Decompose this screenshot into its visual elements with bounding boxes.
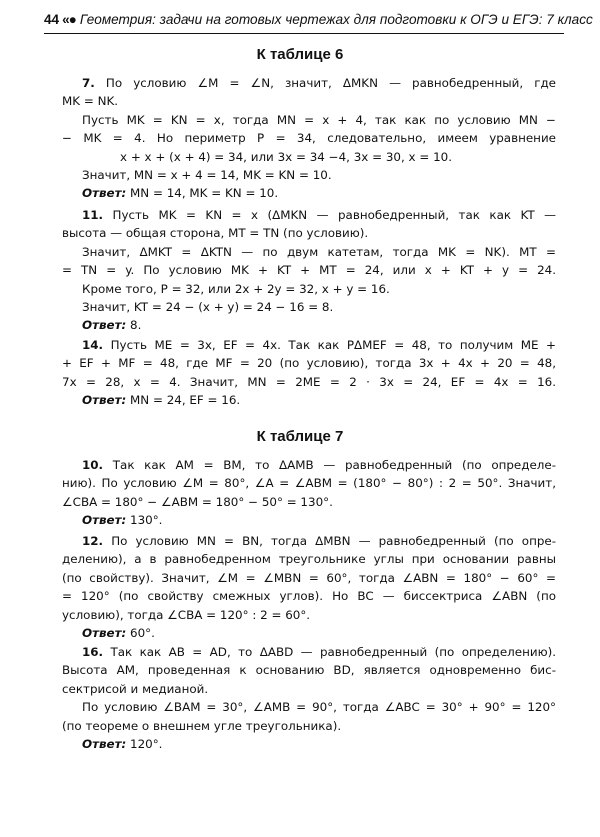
- problem-line: Значит, ΔMKT = ΔKTN — по двум катетам, тогда MK = NK). MT =: [82, 244, 556, 259]
- answer-label: Ответ:: [82, 186, 127, 201]
- answer-label: Ответ:: [82, 626, 127, 641]
- problem-11: [62, 206, 556, 335]
- problem-line: 7x = 28, x = 4. Значит, MN = 2ME = 2 · 3x = 24, EF = 4x = 16.: [62, 374, 556, 389]
- problem-number: 7.: [82, 76, 95, 90]
- chevron-mark-icon: «●: [62, 12, 76, 27]
- answer-line: [62, 624, 556, 642]
- problem-line: − MK = 4. Но периметр P = 34, следовательно, имеем уравнение: [62, 131, 556, 146]
- problem-number: 10.: [82, 458, 104, 472]
- section-title-table-6: К таблице 6: [256, 46, 344, 63]
- problem-16: [62, 643, 556, 753]
- problem-line: (по теореме о внешнем угле треугольника).: [62, 718, 342, 733]
- problem-line: = TN = y. По условию MK + KT + MT = 24, или x + KT + y = 24.: [62, 263, 556, 278]
- problem-line: Кроме того, P = 32, или 2x + 2y = 32, x + y = 16.: [82, 281, 390, 296]
- problem-number: 11.: [82, 208, 104, 222]
- answer-value: 60°.: [130, 626, 155, 641]
- problem-line: Значит, KT = 24 − (x + y) = 24 − 16 = 8.: [82, 300, 334, 315]
- answer-label: Ответ:: [82, 318, 127, 333]
- answer-label: Ответ:: [82, 513, 127, 528]
- problem-number: 16.: [82, 645, 104, 659]
- answer-line: [62, 511, 556, 529]
- problem-line: сектрисой и медианой.: [62, 681, 209, 696]
- problem-line: + EF + MF = 48, где MF = 20 (по условию), тогда 3x + 4x + 20 = 48,: [62, 356, 556, 371]
- problem-number: 12.: [82, 534, 104, 548]
- problem-7: [62, 74, 556, 203]
- problem-12: [62, 532, 556, 642]
- answer-value: MN = 14, MK = KN = 10.: [130, 186, 279, 201]
- answer-value: MN = 24, EF = 16.: [130, 393, 241, 408]
- problem-line: Значит, MN = x + 4 = 14, MK = KN = 10.: [82, 168, 332, 183]
- problem-line: 14. Пусть ME = 3x, EF = 4x. Так как PΔMEF = 48, то получим ME +: [82, 338, 556, 352]
- problem-line: MK = NK.: [62, 94, 119, 109]
- answer-line: [62, 316, 556, 334]
- problem-line: высота — общая сторона, MT = TN (по условию).: [62, 226, 369, 241]
- page-number: 44: [44, 12, 60, 27]
- problem-number: 14.: [82, 338, 104, 352]
- problem-line: 7. По условию ∠M = ∠N, значит, ΔMKN — равнобедренный, где: [82, 76, 556, 90]
- problem-line: По условию ∠BAM = 30°, ∠AMB = 90°, тогда ∠ABC = 30° + 90° = 120°: [82, 700, 556, 715]
- equation-line: x + x + (x + 4) = 34, или 3x = 34 −4, 3x = 30, x = 10.: [120, 149, 452, 164]
- answer-value: 8.: [130, 318, 142, 333]
- problem-10: [62, 456, 556, 530]
- problem-line: нию). По условию ∠M = 80°, ∠A = ∠ABM = (180° − 80°) : 2 = 50°. Значит,: [62, 476, 556, 491]
- header-rule: [44, 33, 564, 34]
- problem-line: 16. Так как AB = AD, то ΔABD — равнобедренный (по определению).: [82, 645, 556, 659]
- problem-line: ∠CBA = 180° − ∠ABM = 180° − 50° = 130°.: [62, 494, 333, 509]
- problem-14: [62, 336, 556, 410]
- answer-line: [62, 735, 556, 753]
- answer-label: Ответ:: [82, 737, 127, 752]
- problem-line: 12. По условию MN = BN, тогда ΔMBN — равнобедренный (по опре-: [82, 534, 556, 548]
- section-title-table-7: К таблице 7: [256, 428, 344, 445]
- problem-line: 10. Так как AM = BM, то ΔAMB — равнобедренный (по определе-: [82, 458, 556, 472]
- book-title: Геометрия: задачи на готовых чертежах для подготовки к ОГЭ и ЕГЭ: 7 класс: [79, 12, 593, 27]
- problem-line: 11. Пусть MK = KN = x (ΔMKN — равнобедренный, так как KT —: [82, 208, 556, 222]
- problem-line: Высота AM, проведенная к основанию BD, является одновременно бис-: [62, 663, 556, 678]
- answer-line: [62, 184, 556, 202]
- problem-line: делению), а в равнобедренном треугольнике углы при основании равны: [62, 552, 556, 567]
- problem-line: = 120° (по свойству смежных углов). Но BC — биссектриса ∠ABN (по: [62, 589, 556, 604]
- problem-line: (по свойству). Значит, ∠M = ∠MBN = 60°, тогда ∠ABN = 180° − 60° =: [62, 570, 556, 585]
- answer-value: 120°.: [130, 737, 163, 752]
- problem-line: условию), тогда ∠CBA = 120° : 2 = 60°.: [62, 607, 311, 622]
- answer-value: 130°.: [130, 513, 163, 528]
- answer-label: Ответ:: [82, 393, 127, 408]
- running-header: [44, 12, 593, 27]
- answer-line: [62, 391, 556, 409]
- problem-line: Пусть MK = KN = x, тогда MN = x + 4, так как по условию MN −: [82, 112, 556, 127]
